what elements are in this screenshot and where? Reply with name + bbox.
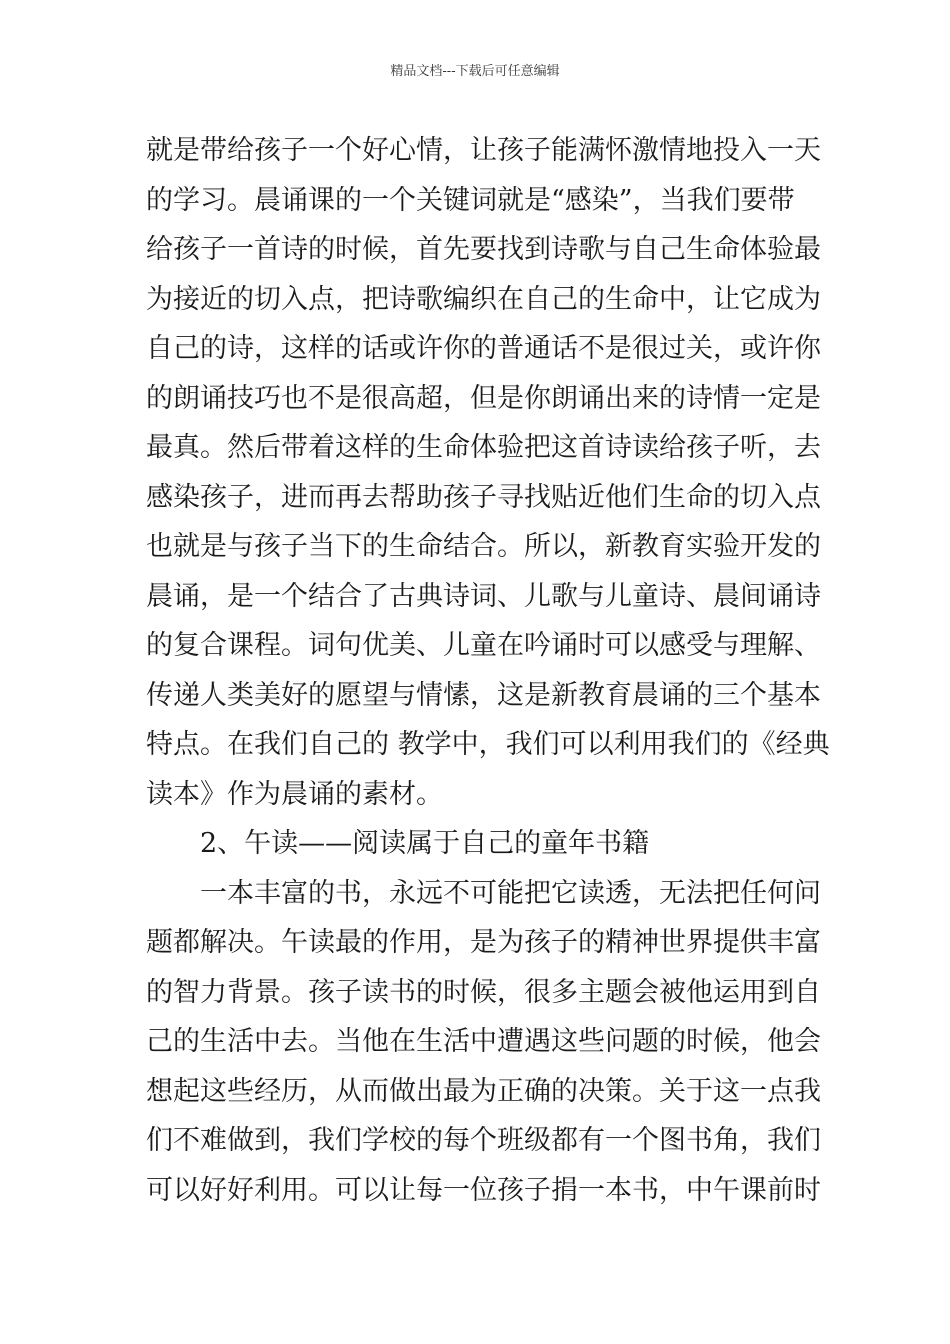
text-line: 的学习。晨诵课的一个关键词就是“感染”，当我们要带: [146, 184, 795, 216]
text-line: 晨诵，是一个结合了古典诗词、儿歌与儿童诗、晨间诵诗: [146, 580, 821, 612]
text-line: 自己的诗，这样的话或许你的普通话不是很过关，或许你: [146, 333, 821, 364]
text-line: 们不难做到，我们学校的每个班级都有一个图书角，我们: [146, 1125, 821, 1156]
text-line: 就是带给孩子一个好心情，让孩子能满怀激情地投入一天: [146, 135, 821, 166]
page-header: 精品文档---下载后可任意编辑: [390, 64, 560, 79]
text-line: 也就是与孩子当下的生命结合。所以，新教育实验开发的: [146, 531, 821, 562]
text-line: 读本》作为晨诵的素材。: [146, 778, 443, 810]
text-line: 为接近的切入点，把诗歌编织在自己的生命中，让它成为: [146, 283, 821, 315]
text-line: 传递人类美好的愿望与情愫，这是新教育晨诵的三个基本: [146, 679, 821, 711]
text-line: 的朗诵技巧也不是很高超，但是你朗诵出来的诗情一定是: [146, 382, 821, 414]
text-line: 给孩子一首诗的时候，首先要找到诗歌与自己生命体验最: [146, 234, 821, 265]
text-line: 最真。然后带着这样的生命体验把这首诗读给孩子听，去: [146, 432, 821, 463]
text-line: 感染孩子，进而再去帮助孩子寻找贴近他们生命的切入点: [146, 481, 821, 513]
text-line: 可以好好利用。可以让每一位孩子捐一本书，中午课前时: [146, 1174, 821, 1206]
text-line: 的智力背景。孩子读书的时候，很多主题会被他运用到自: [146, 976, 821, 1008]
text-line: 特点。在我们自己的 教学中，我们可以利用我们的《经典: [146, 729, 830, 760]
text-line: 想起这些经历，从而做出最为正确的决策。关于这一点我: [146, 1075, 821, 1107]
text-line: 题都解决。午读最的作用，是为孩子的精神世界提供丰富: [146, 927, 821, 958]
document-body: [146, 126, 830, 1215]
section-heading: 2、午读——阅读属于自己的童年书籍: [200, 828, 650, 859]
text-line: 己的生活中去。当他在生活中遭遇这些问题的时候，他会: [146, 1026, 821, 1057]
text-line: 一本丰富的书，永远不可能把它读透，无法把任何问: [200, 877, 821, 909]
text-line: 的复合课程。词句优美、儿童在吟诵时可以感受与理解、: [146, 630, 821, 661]
